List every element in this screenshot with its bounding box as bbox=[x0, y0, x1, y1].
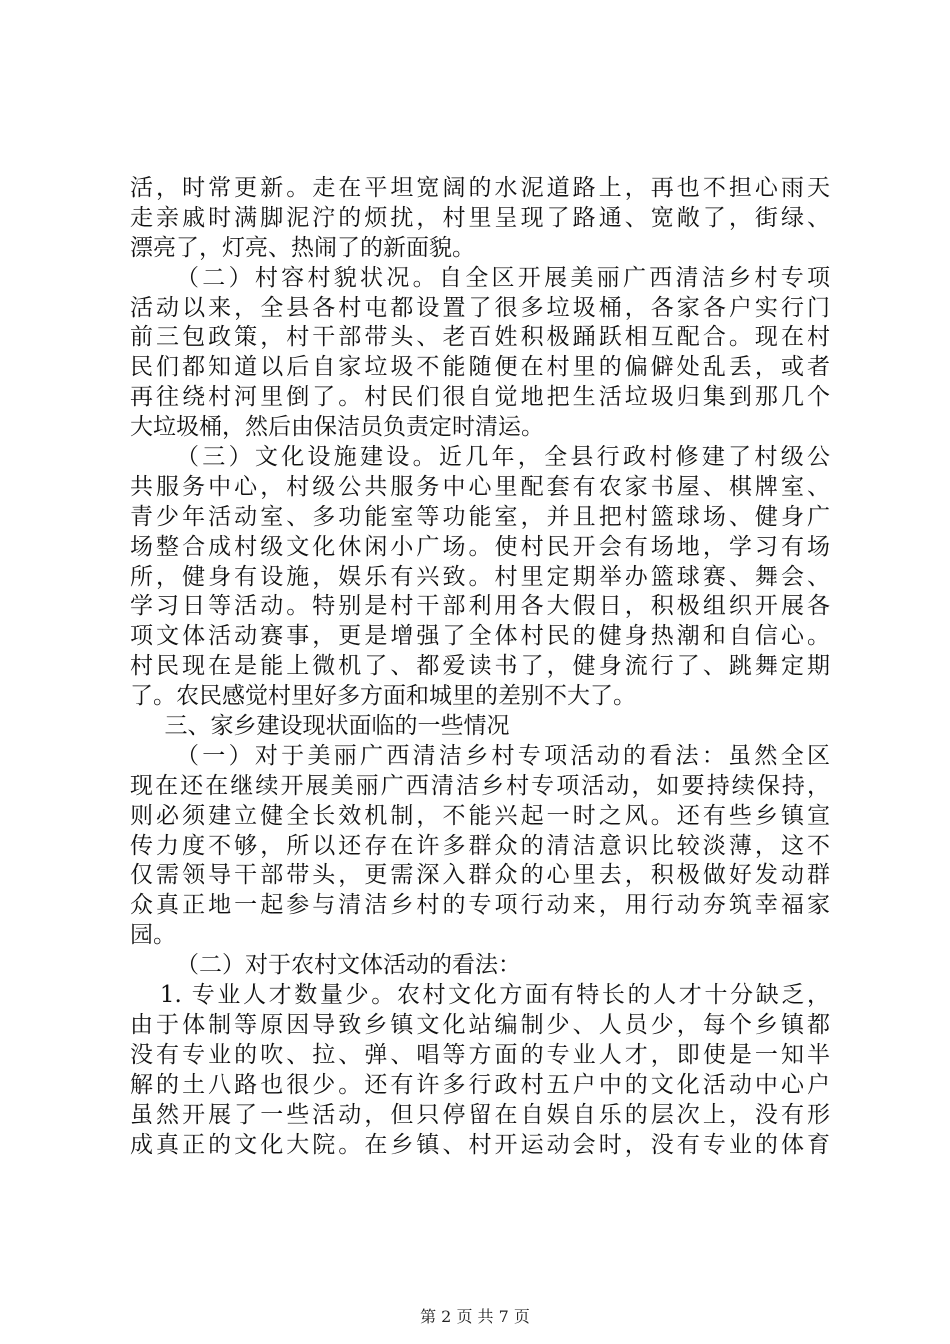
text-line: 大垃圾桶，然后由保洁员负责定时清运。 bbox=[130, 414, 544, 441]
text-line: 青少年活动室、多功能室等功能室，并且把村篮球场、健身广 bbox=[130, 503, 830, 530]
text-line: 民们都知道以后自家垃圾不能随便在村里的偏僻处乱丢，或者 bbox=[130, 354, 830, 381]
text-line: 现在还在继续开展美丽广西清洁乡村专项活动，如要持续保持， bbox=[130, 772, 830, 799]
document-body bbox=[130, 174, 830, 1160]
text-line: 由于体制等原因导致乡镇文化站编制少、人员少，每个乡镇都 bbox=[130, 1011, 830, 1038]
text-line: （二）村容村貌状况。自全区开展美丽广西清洁乡村专项 bbox=[176, 264, 830, 291]
text-line: 再往绕村河里倒了。村民们很自觉地把生活垃圾归集到那几个 bbox=[130, 384, 830, 411]
text-line: 所，健身有设施，娱乐有兴致。村里定期举办篮球赛、舞会、 bbox=[130, 563, 830, 590]
text-line: 仅需领导干部带头，更需深入群众的心里去，积极做好发动群 bbox=[130, 862, 830, 889]
text-line: 虽然开展了一些活动，但只停留在自娱自乐的层次上，没有形 bbox=[130, 1101, 830, 1128]
text-line: 场整合成村级文化休闲小广场。使村民开会有场地，学习有场 bbox=[130, 533, 830, 560]
text-line: 前三包政策，村干部带头、老百姓积极踊跃相互配合。现在村 bbox=[130, 324, 830, 351]
text-line: 村民现在是能上微机了、都爱读书了，健身流行了、跳舞定期 bbox=[130, 653, 830, 680]
text-line: 则必须建立健全长效机制，不能兴起一时之风。还有些乡镇宣 bbox=[130, 802, 830, 829]
text-line: 解的土八路也很少。还有许多行政村五户中的文化活动中心户 bbox=[130, 1071, 830, 1098]
text-line: 学习日等活动。特别是村干部利用各大假日，积极组织开展各 bbox=[130, 593, 830, 620]
text-line: 了。农民感觉村里好多方面和城里的差别不大了。 bbox=[130, 683, 636, 710]
text-line: 传力度不够，所以还存在许多群众的清洁意识比较淡薄，这不 bbox=[130, 832, 830, 859]
text-line: （三）文化设施建设。近几年，全县行政村修建了村级公 bbox=[176, 444, 830, 471]
text-line: 活动以来，全县各村屯都设置了很多垃圾桶，各家各户实行门 bbox=[130, 294, 830, 321]
text-line: 项文体活动赛事，更是增强了全体村民的健身热潮和自信心。 bbox=[130, 623, 830, 650]
text-line: （二）对于农村文体活动的看法： bbox=[176, 952, 521, 979]
text-line: 成真正的文化大院。在乡镇、村开运动会时，没有专业的体育 bbox=[130, 1131, 830, 1158]
text-line: 1. 专业人才数量少。农村文化方面有特长的人才十分缺乏， bbox=[159, 982, 830, 1009]
text-line: 园。 bbox=[130, 922, 176, 949]
text-line: （一）对于美丽广西清洁乡村专项活动的看法：虽然全区 bbox=[176, 742, 830, 769]
text-line: 众真正地一起参与清洁乡村的专项行动来，用行动夯筑幸福家 bbox=[130, 892, 830, 919]
text-line: 三、家乡建设现状面临的一些情况 bbox=[164, 713, 510, 740]
page-footer: 第 2 页 共 7 页 bbox=[420, 1307, 530, 1326]
text-line: 漂亮了，灯亮、热闹了的新面貌。 bbox=[130, 234, 475, 261]
text-line: 没有专业的吹、拉、弹、唱等方面的专业人才，即使是一知半 bbox=[130, 1041, 830, 1068]
text-line: 活，时常更新。走在平坦宽阔的水泥道路上，再也不担心雨天 bbox=[130, 175, 830, 201]
text-line: 走亲戚时满脚泥泞的烦扰，村里呈现了路通、宽敞了，街绿、 bbox=[130, 204, 830, 231]
text-line: 共服务中心，村级公共服务中心里配套有农家书屋、棋牌室、 bbox=[130, 473, 830, 500]
